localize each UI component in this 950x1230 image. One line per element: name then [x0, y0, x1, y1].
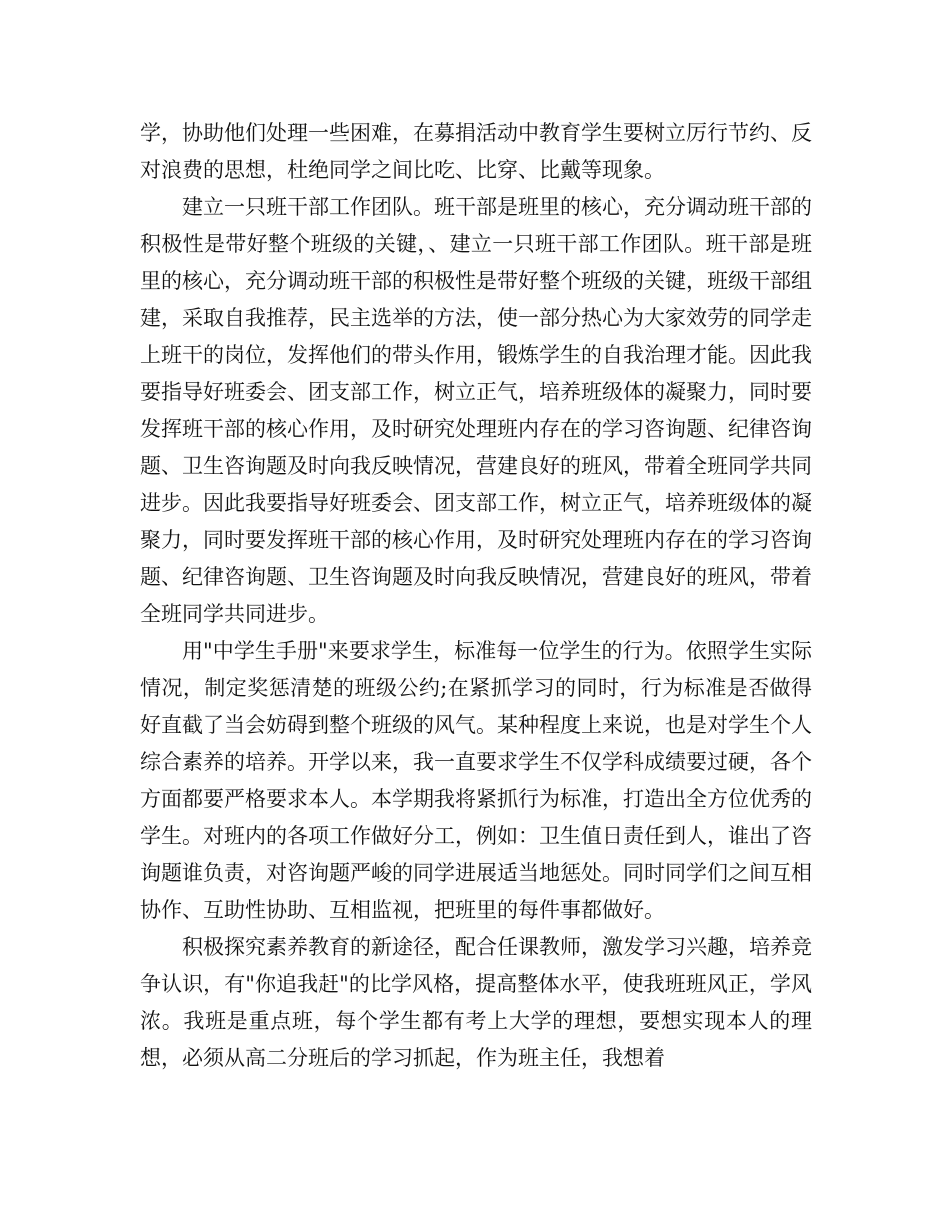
paragraph-class-cadre-team: 建立一只班干部工作团队。班干部是班里的核心，充分调动班干部的积极性是带好整个班级的关键，、建立一只班干部工作团队。班干部是班里的核心，充分调动班干部的积极性是带好整个班级的关键，班级干部组建，采取自我推荐，民主选举的方法，使一部分热心为大家效劳的同学走上班干的岗位，发挥他们的带头作用，锻炼学生的自我治理才能。因此我要指导好班委会、团支部工作，树立正气，培养班级体的凝聚力，同时要发挥班干部的核心作用，及时研究处理班内存在的学习咨询题、纪律咨询题、卫生咨询题及时向我反映情况，营建良好的班风，带着全班同学共同进步。因此我要指导好班委会、团支部工作，树立正气，培养班级体的凝聚力，同时要发挥班干部的核心作用，及时研究处理班内存在的学习咨询题、纪律咨询题、卫生咨询题及时向我反映情况，营建良好的班风，带着全班同学共同进步。: [140, 195, 812, 626]
paragraph-student-handbook: 用"中学生手册"来要求学生，标准每一位学生的行为。依照学生实际情况，制定奖惩清楚的班级公约;在紧抓学习的同时，行为标准是否做得好直截了当会妨碍到整个班级的风气。某种程度上来说，也是对学生个人综合素养的培养。开学以来，我一直要求学生不仅学科成绩要过硬，各个方面都要严格要求本人。本学期我将紧抓行为标准，打造出全方位优秀的学生。对班内的各项工作做好分工，例如：卫生值日责任到人，谁出了咨询题谁负责，对咨询题严峻的同学进展适当地惩处。同时同学们之间互相协作、互助性协助、互相监视，把班里的每件事都做好。: [140, 639, 812, 922]
paragraph-quality-education: 积极探究素养教育的新途径，配合任课教师，激发学习兴趣，培养竞争认识，有"你追我赶"的比学风格，提高整体水平，使我班班风正，学风浓。我班是重点班，每个学生都有考上大学的理想，要想实现本人的理想，必须从高二分班后的学习抓起，作为班主任，我想着: [140, 935, 812, 1070]
paragraph-continuation: 学，协助他们处理一些困难，在募捐活动中教育学生要树立厉行节约、反对浪费的思想，杜绝同学之间比吃、比穿、比戴等现象。: [140, 121, 812, 182]
document-body: [140, 115, 812, 1077]
